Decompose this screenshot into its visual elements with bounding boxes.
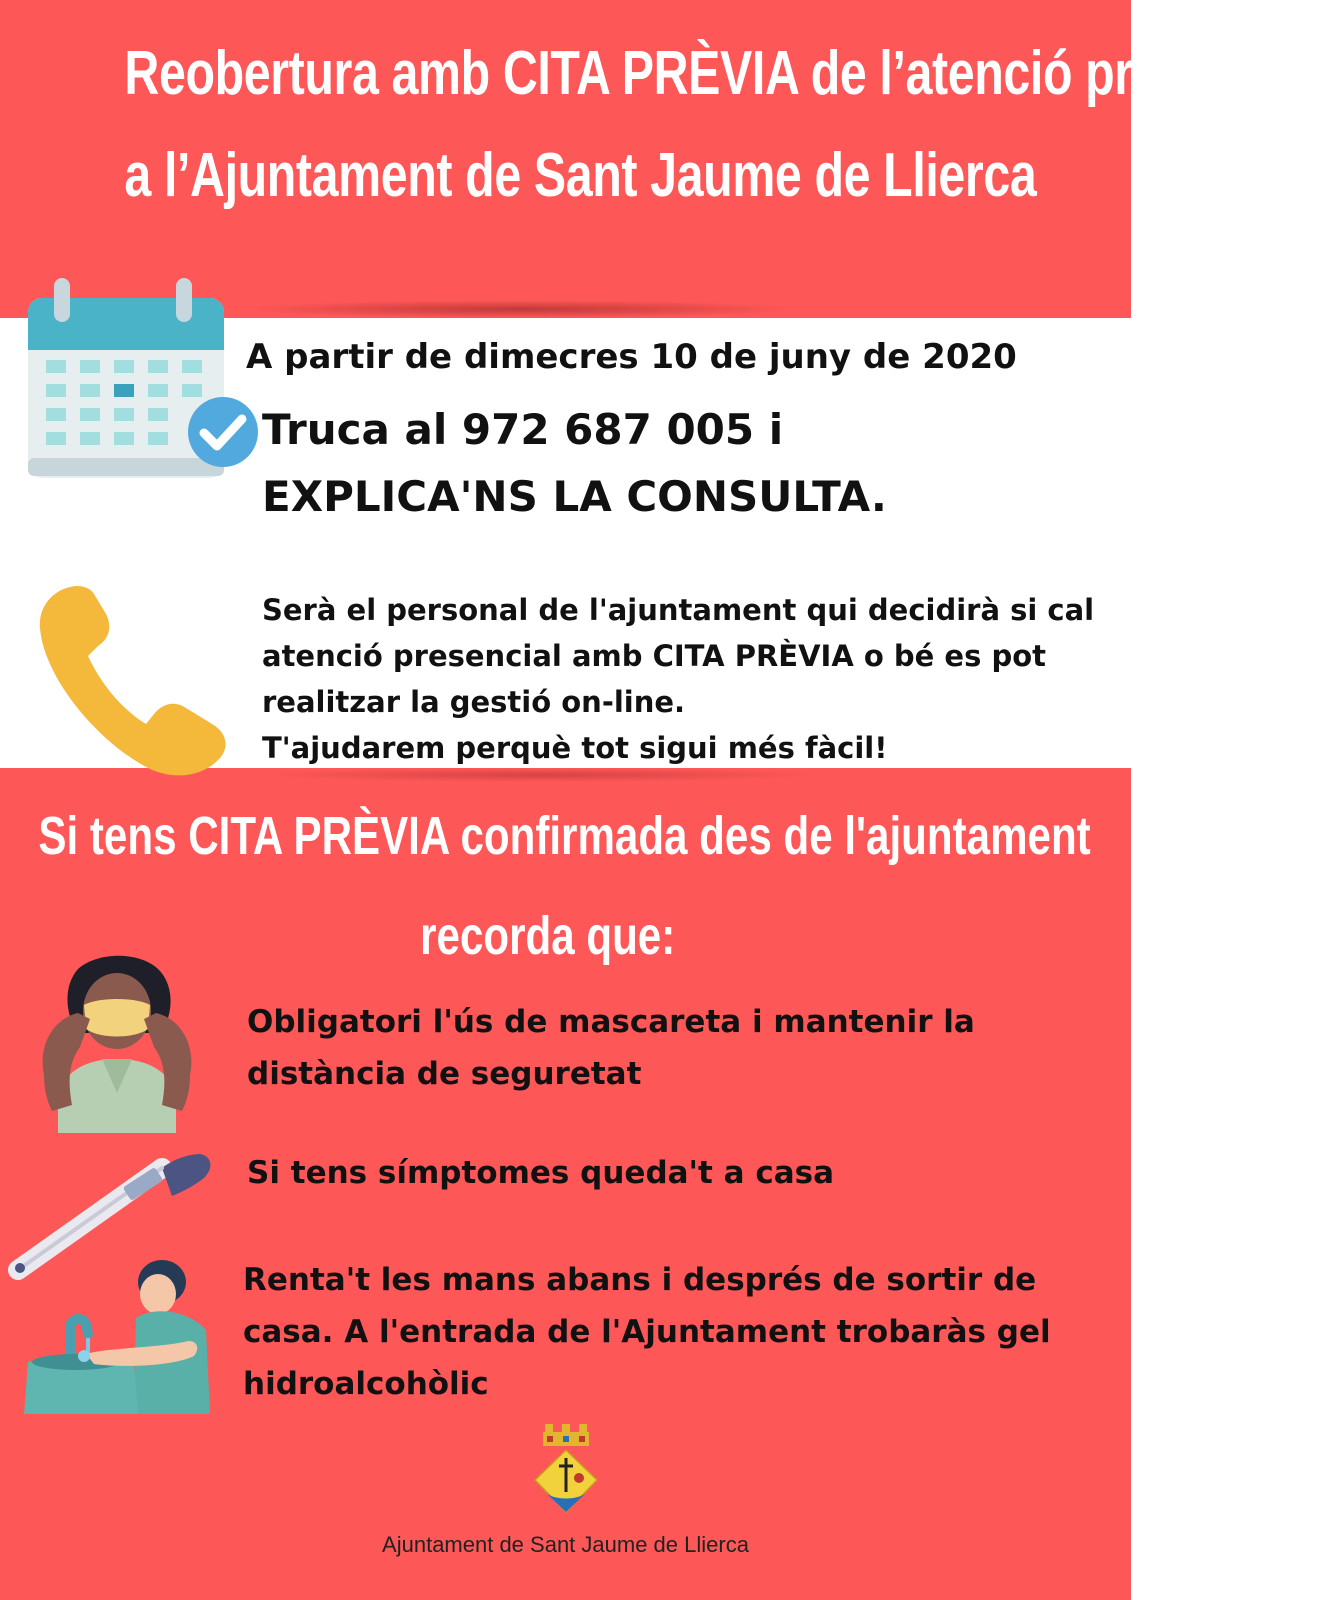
reminder-mask — [247, 996, 975, 1100]
reminder-line: hidroalcohòlic — [243, 1366, 489, 1402]
reminder-handwashing — [243, 1254, 1051, 1410]
info-paragraph — [262, 587, 1122, 771]
phone-icon — [36, 582, 232, 778]
reminder-line: Si tens símptomes queda't a casa — [247, 1155, 835, 1191]
paragraph-line: Serà el personal de l'ajuntament qui decidirà si cal — [262, 593, 1095, 627]
reminder-symptoms — [247, 1147, 834, 1199]
phone-instruction: Truca al 972 687 005 i — [262, 405, 784, 454]
paragraph-line: atenció presencial amb CITA PRÈVIA o bé es pot — [262, 639, 1047, 673]
paragraph-line: realitzar la gestió on-line. — [262, 685, 686, 719]
panel-shadow-top — [240, 300, 800, 318]
reminder-line: distància de seguretat — [247, 1056, 642, 1092]
reminder-line: Obligatori l'ús de mascareta i mantenir la — [247, 1004, 975, 1040]
reminders-heading-line1: Si tens CITA PRÈVIA confirmada des de l'ajuntament — [38, 806, 1091, 866]
reminder-line: Renta't les mans abans i després de sortir de — [243, 1262, 1037, 1298]
check-icon — [186, 395, 260, 469]
mask-person-icon — [38, 955, 196, 1133]
explain-instruction: EXPLICA'NS LA CONSULTA. — [262, 472, 887, 521]
page-title-line2: a l’Ajuntament de Sant Jaume de Llierca — [124, 141, 1037, 210]
hand-washing-icon — [24, 1258, 218, 1414]
start-date: A partir de dimecres 10 de juny de 2020 — [246, 337, 1017, 377]
page-title-line1: Reobertura amb CITA PRÈVIA de l’atenció presencial — [124, 39, 1321, 108]
footer-label: Ajuntament de Sant Jaume de Llierca — [382, 1532, 749, 1557]
thermometer-icon — [12, 1148, 216, 1276]
reminders-heading-line2: recorda que: — [420, 906, 676, 966]
reminder-line: casa. A l'entrada de l'Ajuntament trobaràs gel — [243, 1314, 1051, 1350]
paragraph-line: T'ajudarem perquè tot sigui més fàcil! — [262, 731, 888, 765]
municipal-crest-icon — [533, 1424, 599, 1514]
